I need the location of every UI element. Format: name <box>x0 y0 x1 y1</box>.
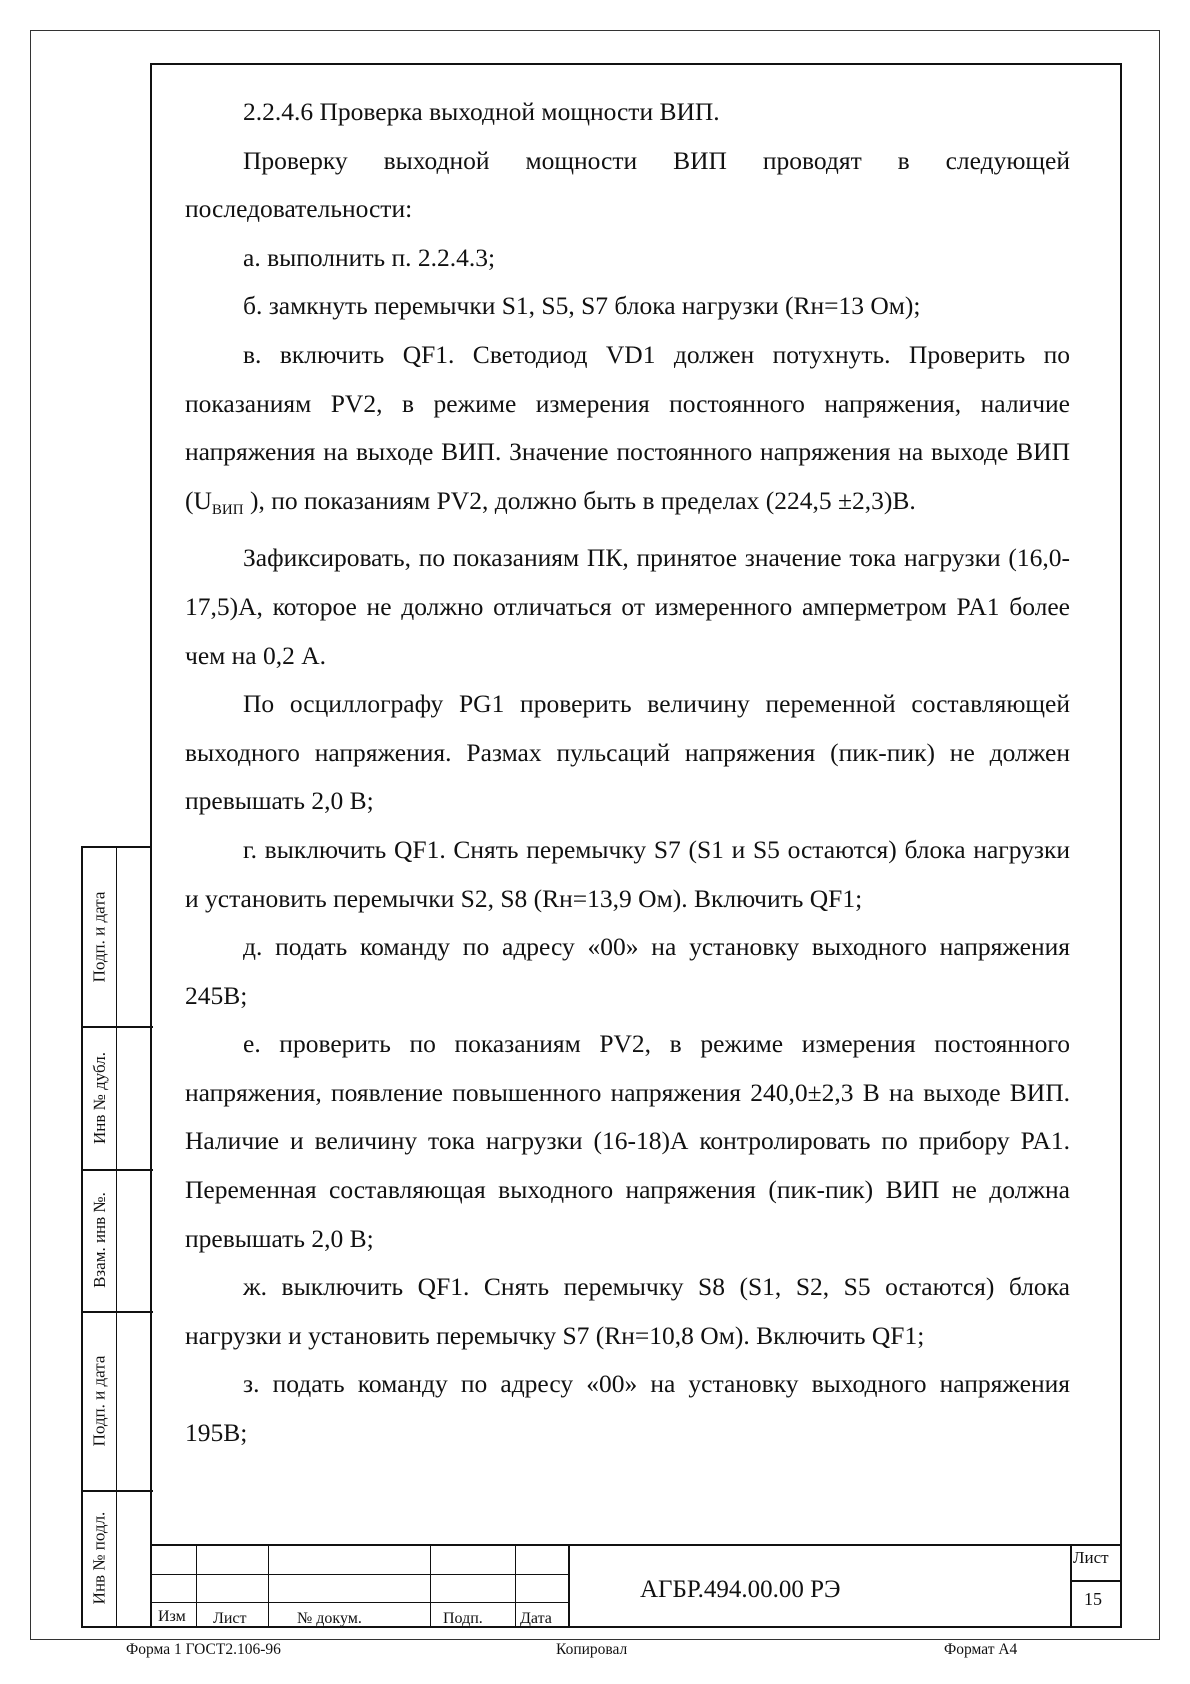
side-stamp-blank-column <box>116 848 152 1626</box>
tb-row-line <box>150 1574 568 1575</box>
step-b: б. замкнуть перемычки S1, S5, S7 блока нагрузки (Rн=13 Ом); <box>243 291 921 321</box>
step-v <box>185 331 1070 534</box>
section-heading: 2.2.4.6 Проверка выходной мощности ВИП. <box>243 97 720 126</box>
tb-col-date: Дата <box>520 1610 552 1627</box>
tb-col-sign: Подп. <box>443 1610 483 1627</box>
side-divider <box>117 1311 153 1313</box>
footer-copied: Копировал <box>556 1641 628 1658</box>
document-body <box>185 88 1070 1458</box>
tb-col-line <box>1070 1546 1072 1628</box>
tb-sheet-divider <box>1070 1580 1122 1582</box>
tb-col-line <box>568 1546 570 1628</box>
intro-paragraph: Проверку выходной мощности ВИП проводят в следующей последовательности: <box>185 145 1070 224</box>
step-e: е. проверить по показаниям PV2, в режиме измерения постоянного напряжения, появление повышенного напряжения 240,0±2,3 В на выходе ВИП. Наличие и величину тока нагрузки (16-18)А контролировать по прибору PA1. Переменная составляющая выходного напряжения (пик-пик) ВИП не должна превышать 2,0 В; <box>185 1029 1070 1253</box>
step-a: а. выполнить п. 2.2.4.3; <box>243 242 496 272</box>
tb-row-line <box>150 1602 568 1603</box>
side-label-dup-inv: Инв № дубл. <box>89 1051 109 1144</box>
tb-col-line <box>515 1546 516 1628</box>
side-label-orig-inv: Инв № подл. <box>89 1511 109 1605</box>
side-cell-dup-inv <box>83 1026 116 1171</box>
sheet-label: Лист <box>1073 1548 1109 1567</box>
step-z: з. подать команду по адресу «00» на установку выходного напряжения 195В; <box>185 1369 1070 1448</box>
tb-col-line <box>430 1546 431 1628</box>
side-divider <box>117 1490 153 1492</box>
side-cell-sign-date-1 <box>83 848 116 1028</box>
side-stamp <box>81 846 150 1628</box>
side-label-swap-inv: Взам. инв №. <box>89 1192 109 1288</box>
step-g: г. выключить QF1. Снять перемычку S7 (S1 и S5 остаются) блока нагрузки и установить перемычки S2, S8 (Rн=13,9 Ом). Включить QF1; <box>185 834 1070 913</box>
fix-current-paragraph: Зафиксировать, по показаниям ПК, принятое значение тока нагрузки (16,0-17,5)А, которое не должно отличаться от измеренного амперметром PA1 более чем на 0,2 А. <box>185 543 1070 670</box>
step-v-subscript: ВИП <box>211 501 244 518</box>
oscilloscope-paragraph: По осциллографу PG1 проверить величину переменной составляющей выходного напряжения. Размах пульсаций напряжения (пик-пик) не должен превышать 2,0 В; <box>185 689 1070 816</box>
step-v-text: в. включить QF1. Светодиод VD1 должен потухнуть. Проверить по показаниям PV2, в режиме измерения постоянного напряжения, наличие напряжения на выходе ВИП. Значение постоянного напряжения на выходе ВИП (U <box>185 339 1070 515</box>
tb-col-change: Изм <box>158 1608 186 1625</box>
footer-form: Форма 1 ГОСТ2.106-96 <box>126 1641 281 1658</box>
document-code: АГБР.494.00.00 РЭ <box>640 1576 841 1603</box>
title-block <box>150 1544 1122 1628</box>
tb-col-line <box>268 1546 269 1628</box>
step-v-tail: ), по показаниям PV2, должно быть в пределах (224,5 ±2,3)В. <box>243 485 916 515</box>
sheet-number: 15 <box>1084 1589 1102 1609</box>
footer-format: Формат А4 <box>944 1641 1018 1658</box>
step-d: д. подать команду по адресу «00» на установку выходного напряжения 245В; <box>185 932 1070 1010</box>
side-label-sign-date-2: Подп. и дата <box>89 1355 109 1446</box>
step-zh: ж. выключить QF1. Снять перемычку S8 (S1, S2, S5 остаются) блока нагрузки и установить перемычку S7 (Rн=10,8 Ом). Включить QF1; <box>185 1272 1070 1350</box>
tb-col-sheet: Лист <box>213 1610 247 1627</box>
side-cell-orig-inv <box>83 1490 116 1628</box>
side-cell-sign-date-2 <box>83 1311 116 1492</box>
tb-col-doc: № докум. <box>297 1610 362 1627</box>
tb-col-line <box>196 1546 197 1628</box>
side-divider <box>117 1026 153 1028</box>
side-cell-swap-inv <box>83 1169 116 1313</box>
side-divider <box>117 1169 153 1171</box>
side-label-sign-date-1: Подп. и дата <box>89 891 109 983</box>
